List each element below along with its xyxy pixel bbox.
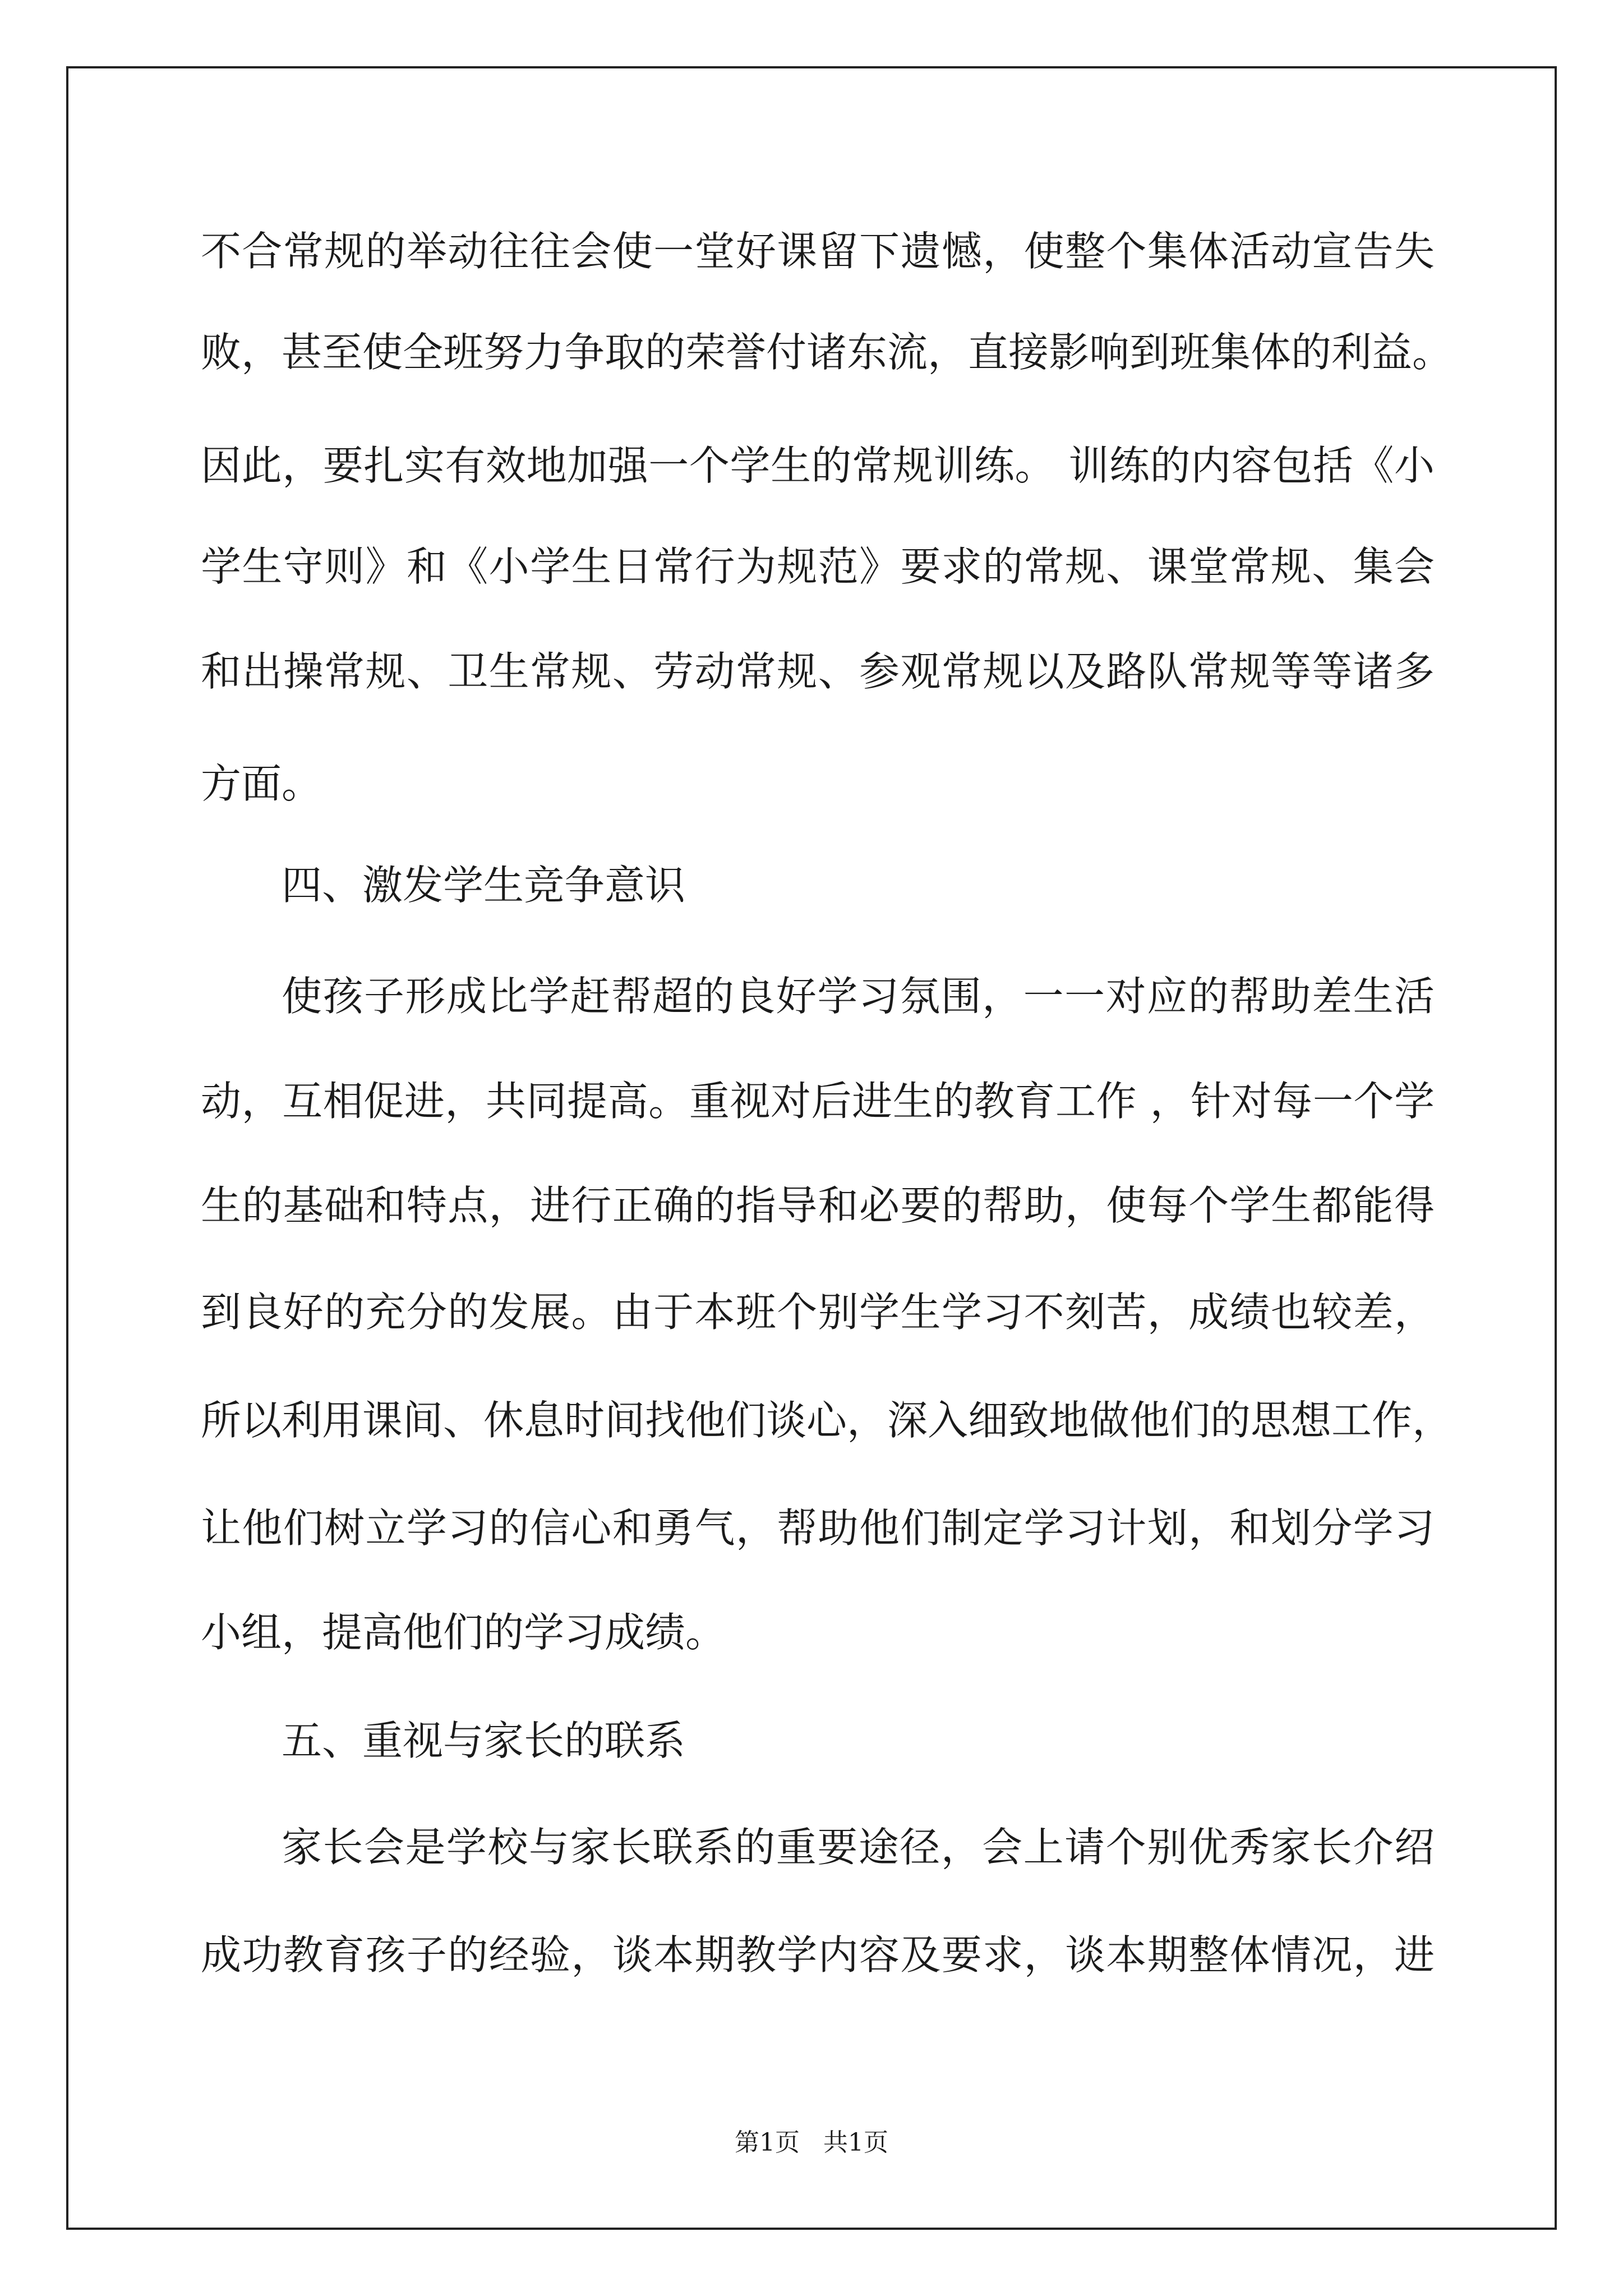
body-line-16: 家长会是学校与家长联系的重要途径，会上请个别优秀家长介绍	[282, 1824, 1435, 1871]
body-line-2: 败，甚至使全班努力争取的荣誉付诸东流，直接影响到班集体的利益。	[201, 329, 1453, 376]
section-heading-4: 四、激发学生竞争意识	[282, 862, 686, 909]
body-line-3: 因此，要扎实有效地加强一个学生的常规训练。 训练的内容包括《小	[201, 442, 1435, 489]
body-line-10: 生的基础和特点，进行正确的指导和必要的帮助，使每个学生都能得	[201, 1182, 1435, 1229]
body-line-6: 方面。	[201, 760, 322, 807]
body-line-8: 使孩子形成比学赶帮超的良好学习氛围，一一对应的帮助差生活	[282, 973, 1435, 1020]
body-line-13: 让他们树立学习的信心和勇气，帮助他们制定学习计划，和划分学习	[201, 1504, 1435, 1552]
body-line-17: 成功教育孩子的经验，谈本期教学内容及要求，谈本期整体情况，进	[201, 1931, 1435, 1978]
page-number-footer: 第1页 共1页	[735, 2128, 888, 2157]
body-line-9: 动，互相促进，共同提高。重视对后进生的教育工作 ，针对每一个学	[201, 1078, 1435, 1125]
body-line-14: 小组，提高他们的学习成绩。	[201, 1609, 726, 1656]
section-heading-5: 五、重视与家长的联系	[282, 1717, 686, 1764]
page-border	[66, 66, 1557, 2230]
body-line-4: 学生守则》和《小学生日常行为规范》要求的常规、课堂常规、集会	[201, 543, 1435, 590]
body-line-11: 到良好的充分的发展。由于本班个别学生学习不刻苦，成绩也较差，	[201, 1289, 1435, 1336]
body-line-5: 和出操常规、卫生常规、劳动常规、参观常规以及路队常规等等诸多	[201, 648, 1435, 695]
body-line-12: 所以利用课间、休息时间找他们谈心，深入细致地做他们的思想工作，	[201, 1397, 1453, 1444]
body-line-1: 不合常规的举动往往会使一堂好课留下遗憾，使整个集体活动宣告失	[201, 228, 1435, 275]
